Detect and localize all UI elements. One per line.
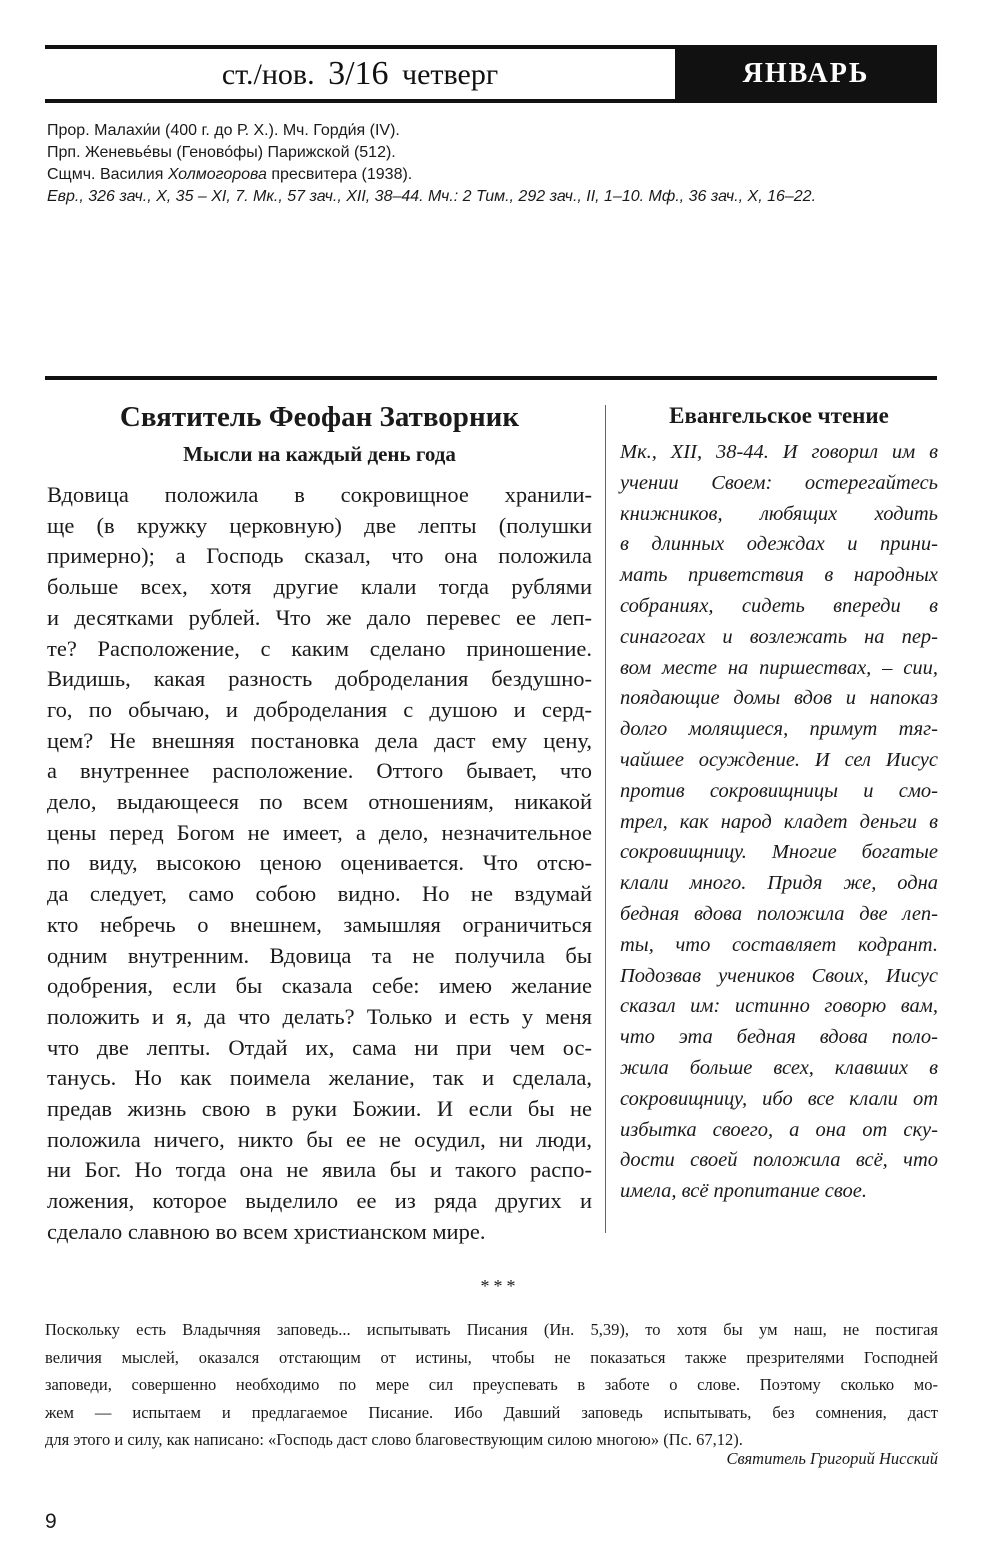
gospel-line: бедная вдова положила две леп- bbox=[620, 902, 938, 925]
article-line: сделало славною во всем христианском мире. bbox=[47, 1218, 486, 1244]
scripture-readings: Евр., 326 зач., X, 35 – XI, 7. Мк., 57 зач., XII, 38–44. Мч.: 2 Тим., 292 зач., II, 1–10. Мф., 36 зач., X, 16–22. bbox=[47, 188, 817, 205]
gospel-line: жила больше всех, клавших в bbox=[620, 1056, 938, 1079]
article-line: цены перед Богом не имеет, а дело, незначительное bbox=[47, 819, 592, 845]
article-line: ще (в кружку церковную) две лепты (полушки bbox=[47, 512, 592, 538]
gospel-line: Подозвав учеников Своих, Иисус bbox=[620, 964, 938, 987]
article-line: дело, выдающееся по всем отношениям, никакой bbox=[47, 789, 592, 815]
section-stars: *** bbox=[480, 1276, 520, 1296]
quote-line: заповеди, совершенно необходимо по мере сил преуспевать в заботе о слове. Поэтому сколько мо- bbox=[45, 1375, 938, 1394]
gospel-line: дости своей положила всё, что bbox=[620, 1149, 938, 1172]
article-line: положила ничего, никто бы ее не осудил, ни люди, bbox=[47, 1126, 592, 1152]
calendar-style-label: ст./нов. bbox=[221, 58, 315, 91]
gospel-line: клали много. Придя же, одна bbox=[620, 872, 938, 895]
quote-line: Поскольку есть Владычняя заповедь... испытывать Писания (Ин. 5,39), то хотя бы ум наш, не постигая bbox=[45, 1320, 938, 1339]
article-column bbox=[47, 398, 592, 1248]
article-line: примерно); а Господь сказал, что она положила bbox=[47, 543, 592, 569]
month-banner bbox=[675, 49, 937, 99]
gospel-line: сокровищницу, ибо все клали от bbox=[620, 1087, 938, 1110]
article-line: Вдовица положила в сокровищное хранили- bbox=[47, 482, 592, 507]
saints-commemorations bbox=[47, 120, 942, 208]
gospel-line: в длинных одеждах и прини- bbox=[620, 533, 938, 556]
saints-text: пресвитера (1938). bbox=[266, 166, 413, 183]
gospel-line: против сокровищницы и смо- bbox=[620, 779, 938, 802]
article-line: по виду, высокою ценою оценивается. Что отсю- bbox=[47, 850, 592, 876]
article-line: больше всех, хотя другие клали тогда рублями bbox=[47, 574, 592, 600]
gospel-line: синагогах и возлежать на пер- bbox=[620, 625, 938, 648]
gospel-title: Евангельское чтение bbox=[669, 403, 889, 428]
article-line: цем? Не внешняя постановка дела даст ему цену, bbox=[47, 727, 592, 753]
patristic-quote bbox=[45, 1316, 938, 1454]
gospel-line: учении Своем: остерегайтесь bbox=[620, 471, 938, 494]
gospel-line: мать приветствия в народных bbox=[620, 564, 938, 587]
article-line: одобрения, если бы сказала себе: имею желание bbox=[47, 973, 592, 999]
gospel-line: собраниях, сидеть впереди в bbox=[620, 594, 938, 617]
article-line: а внутреннее расположение. Оттого бывает, что bbox=[47, 758, 592, 784]
gospel-line: ты, что составляет кодрант. bbox=[620, 933, 938, 956]
gospel-line: поядающие домы вдов и напоказ bbox=[620, 687, 938, 710]
quote-line: величия мыслей, оказался отстающим от истины, чтобы не показаться также презрителями Господней bbox=[45, 1347, 938, 1367]
saints-text: Сщмч. Василия bbox=[47, 166, 168, 183]
saints-line: Прор. Малахи́и (400 г. до Р. Х.). Мч. Горди́я (IV). bbox=[47, 122, 400, 139]
gospel-column bbox=[620, 398, 938, 1207]
gospel-line: чайшее осуждение. И сел Иисус bbox=[620, 748, 938, 771]
article-line: Видишь, какая разность доброделания бездушно- bbox=[47, 666, 592, 692]
article-line: и десятками рублей. Что же дало перевес ее леп- bbox=[47, 604, 592, 630]
article-line: что две лепты. Отдай их, сама ни при чем ос- bbox=[47, 1034, 592, 1060]
saints-line: Прп. Женевье́вы (Геново́фы) Парижской (512). bbox=[47, 144, 396, 161]
article-line: го, по обычаю, и доброделания с душою и серд- bbox=[47, 696, 592, 722]
gospel-line: сокровищницу. Многие богатые bbox=[620, 841, 938, 864]
weekday: четверг bbox=[402, 58, 499, 91]
header-date-line bbox=[222, 55, 498, 93]
article-line: ложения, которое выделило ее из ряда других и bbox=[47, 1188, 592, 1214]
gospel-line: что эта бедная вдова поло- bbox=[620, 1026, 938, 1049]
month-name: ЯНВАРЬ bbox=[742, 58, 870, 89]
quote-line: для этого и силу, как написано: «Господь даст слово благовествующим силою многою» (Пс. 67,12). bbox=[45, 1430, 743, 1449]
gospel-line: вом месте на пиршествах, – сии, bbox=[620, 656, 938, 679]
date-numbers: 3/16 bbox=[328, 55, 389, 92]
column-divider bbox=[605, 405, 606, 1233]
article-line: одним внутренним. Вдовица та не получила бы bbox=[47, 942, 592, 968]
article-line: предав жизнь свою в руки Божии. И если бы не bbox=[47, 1096, 592, 1122]
quote-attribution: Святитель Григорий Нисский bbox=[726, 1449, 938, 1468]
gospel-line: имела, всё пропитание свое. bbox=[620, 1180, 867, 1203]
gospel-line: сказал им: истинно говорю вам, bbox=[620, 995, 938, 1018]
article-body bbox=[47, 480, 592, 1248]
article-line: танусь. Но как поимела желание, так и сделала, bbox=[47, 1065, 592, 1091]
saints-line bbox=[47, 164, 942, 186]
page-number: 9 bbox=[45, 1510, 57, 1533]
section-divider bbox=[45, 376, 937, 380]
gospel-line: долго молящиеся, примут тяг- bbox=[620, 718, 938, 741]
article-line: те? Расположение, с каким сделано приношение. bbox=[47, 635, 592, 661]
page-header bbox=[45, 45, 937, 103]
header-date-block bbox=[45, 49, 675, 99]
saints-surname: Холмогорова bbox=[167, 166, 267, 183]
article-subtitle: Мысли на каждый день года bbox=[183, 442, 456, 466]
gospel-line: избытка своего, а она от ску- bbox=[620, 1118, 938, 1141]
gospel-line: трел, как народ кладет деньги в bbox=[620, 810, 938, 833]
article-line: кто небречь о внешнем, замышляя ограничиться bbox=[47, 911, 592, 937]
article-line: положить и я, да что делать? Только и есть у меня bbox=[47, 1003, 592, 1029]
article-line: да следует, само собою видно. Но не вздумай bbox=[47, 881, 592, 907]
gospel-body bbox=[620, 437, 938, 1207]
article-author: Святитель Феофан Затворник bbox=[119, 401, 520, 433]
quote-line: жем — испытаем и предлагаемое Писание. Ибо Давший заповедь испытывать, без сомнения, даст bbox=[45, 1402, 938, 1422]
gospel-line: книжников, любящих ходить bbox=[620, 502, 938, 525]
article-line: ни Бог. Но тогда она не явила бы и такого распо- bbox=[47, 1157, 592, 1183]
gospel-line: Мк., XII, 38-44. И говорил им в bbox=[620, 441, 938, 463]
